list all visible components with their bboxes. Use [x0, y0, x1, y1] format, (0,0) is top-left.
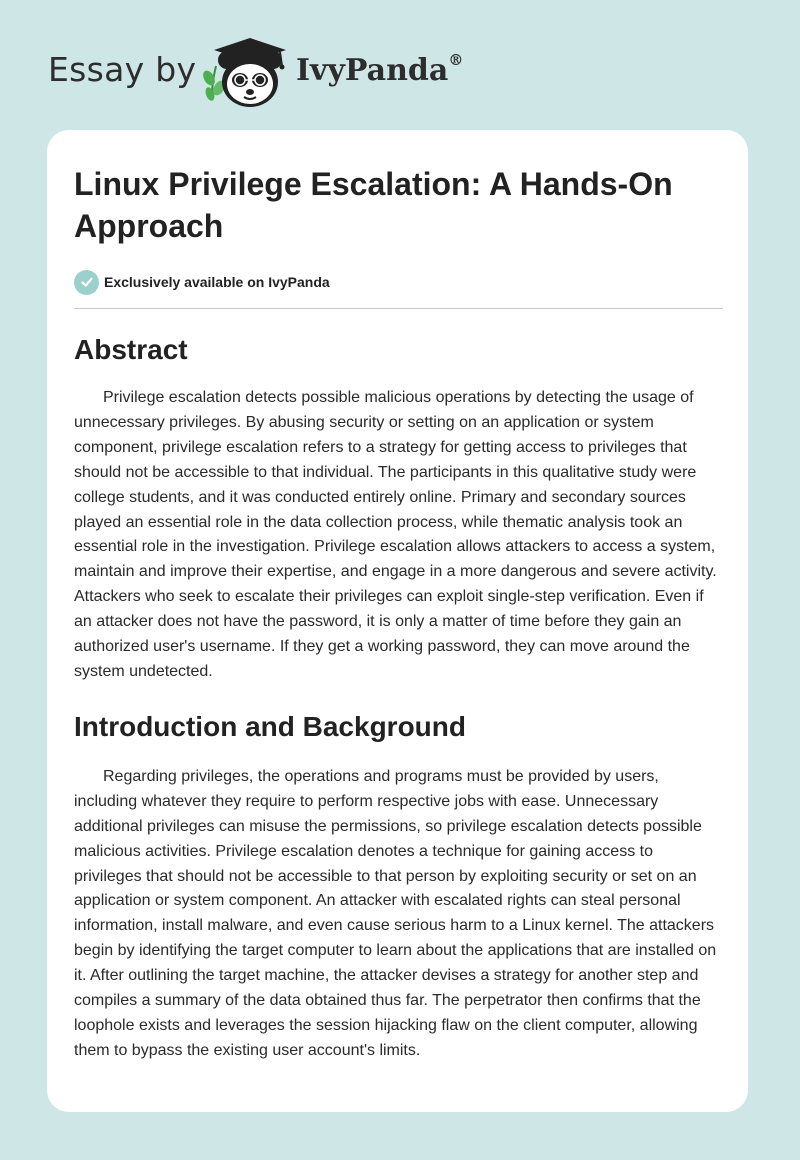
exclusive-badge — [74, 269, 723, 295]
ivypanda-logo-icon[interactable] — [200, 34, 292, 110]
essay-by-text: Essay by — [48, 50, 197, 89]
brand-name[interactable] — [296, 53, 463, 88]
section-body-introduction: Regarding privileges, the operations and programs must be provided by users, including whatever they require to perform respective jobs with ease. Unnecessary additional privileges can misuse the permissions, so privilege escalation detects possible malicious activities. Privilege escalation denotes a technique for gaining access to privileges that should not be accessible to that person by exploiting security or set on an application or system component. An attacker with escalated rights can steal personal information, install malware, and even cause serious harm to a Linux kernel. The attackers begin by identifying the target computer to learn about the applications that are installed on it. After outlining the target machine, the attacker devises a strategy for another step and compiles a summary of the data obtained thus far. The perpetrator then confirms that the loophole exists and leverages the session hijacking flaw on the client computer, allowing them to bypass the existing user account's limits. — [74, 767, 717, 1059]
section-heading-abstract: Abstract — [74, 334, 188, 365]
check-circle-icon — [74, 270, 99, 295]
registered-mark: ® — [448, 51, 464, 69]
section-body-abstract: Privilege escalation detects possible malicious operations by detecting the usage of unnecessary privileges. By abusing security or setting on an application or system component, privilege escalation refers to a strategy for getting access to privileges that should not be accessible to that individual. The participants in this qualitative study were college students, and it was conducted entirely online. Primary and secondary sources played an essential role in the data collection process, while thematic analysis took an essential role in the investigation. Privilege escalation allows attackers to access a system, maintain and improve their expertise, and engage in a more dangerous and severe activity. Attackers who seek to escalate their privileges can exploit single-step verification. Even if an attacker does not have the password, it is only a matter of time before they gain an authorized user's username. If they get a working password, they can move around the system undetected. — [74, 389, 717, 680]
exclusive-badge-label: Exclusively available on IvyPanda — [104, 274, 330, 290]
section-heading-introduction: Introduction and Background — [74, 710, 466, 742]
essay-title: Linux Privilege Escalation: A Hands-On Approach — [74, 166, 673, 244]
brand-name-text: IvyPanda — [296, 53, 449, 88]
site-header — [0, 0, 800, 130]
divider — [74, 308, 723, 309]
essay-content — [74, 163, 723, 1064]
essay-card — [47, 130, 748, 1112]
